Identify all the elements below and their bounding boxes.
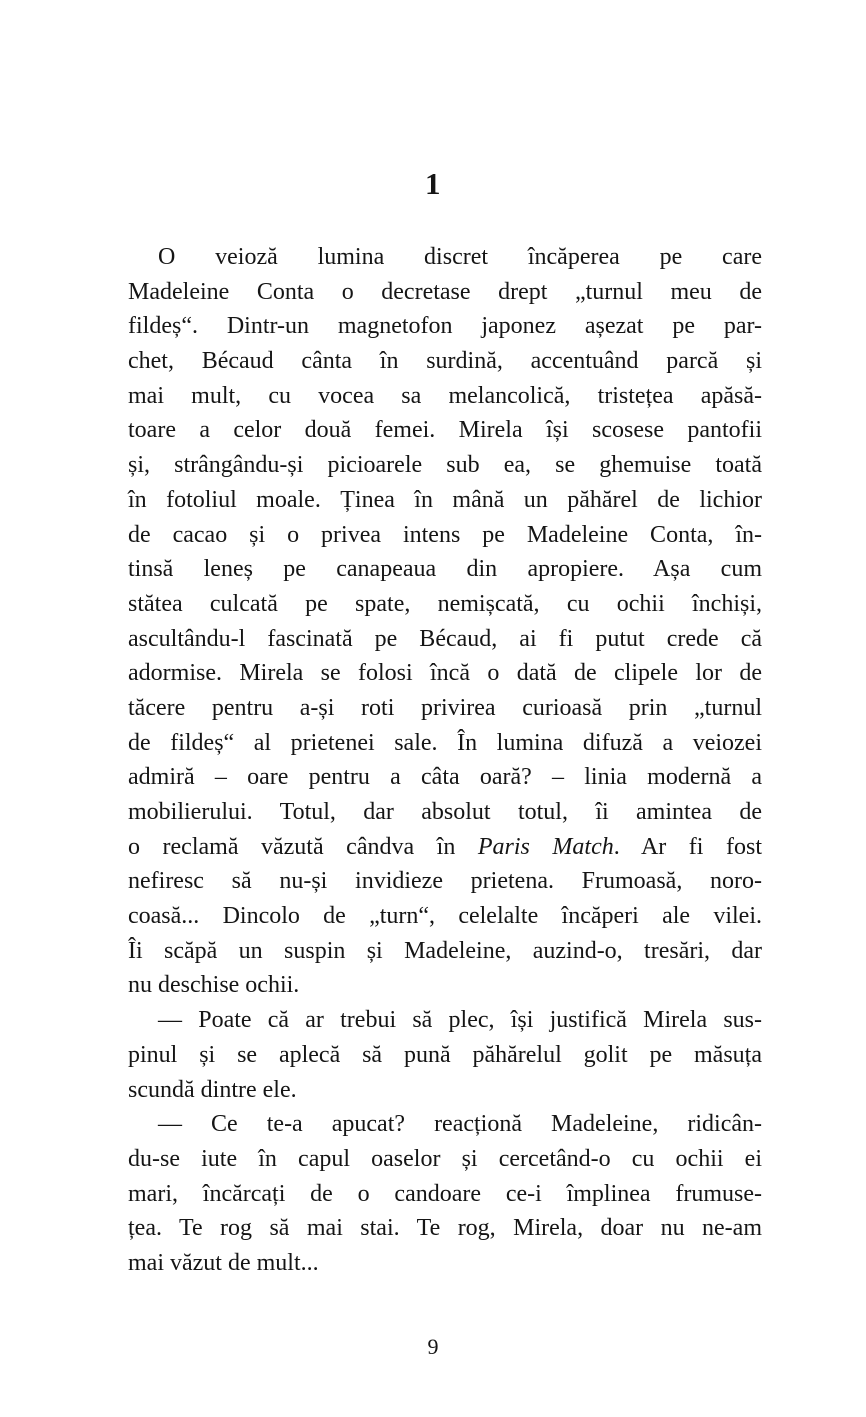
- text-segment: mobilierului. Totul, dar absolut totul, îi amintea de: [128, 799, 762, 825]
- text-line: [128, 379, 762, 414]
- text-segment: în fotoliul moale. Ținea în mână un păhărel de lichior: [128, 486, 762, 513]
- paragraph: [128, 1107, 762, 1280]
- text-segment: O veioză lumina discret încăperea pe care: [158, 244, 762, 270]
- text-line: [128, 1107, 762, 1142]
- text-line: [128, 968, 762, 1003]
- text-segment: de cacao și o privea intens pe Madeleine Conta, în-: [128, 521, 762, 548]
- text-segment: nefiresc să nu-și invidieze prietena. Frumoasă, noro-: [128, 868, 762, 895]
- text-line: [128, 760, 762, 795]
- text-segment: țea. Te rog să mai stai. Te rog, Mirela, doar nu ne-am: [128, 1215, 762, 1242]
- text-line: [128, 1177, 762, 1212]
- text-segment: — Ce te-a apucat? reacționă Madeleine, ridicân-: [158, 1111, 762, 1138]
- text-line: [128, 656, 762, 691]
- text-segment: Îi scăpă un suspin și Madeleine, auzind-o, tresări, dar: [128, 937, 762, 964]
- text-segment: o reclamă văzută cândva în: [128, 833, 478, 860]
- text-line: [128, 344, 762, 379]
- text-line: [128, 864, 762, 899]
- text-line: [128, 1211, 762, 1246]
- text-segment: admiră – oare pentru a câta oară? – linia modernă a: [128, 764, 762, 791]
- text-segment: mai văzut de mult...: [128, 1249, 319, 1276]
- text-block: [128, 240, 762, 1281]
- text-line: [128, 1003, 762, 1038]
- text-line: [128, 275, 762, 310]
- chapter-number: 1: [425, 166, 441, 201]
- text-segment: pinul și se aplecă să pună păhărelul golit pe măsuța: [128, 1041, 762, 1068]
- text-line: [128, 552, 762, 587]
- text-segment: Madeleine Conta o decretase drept „turnul meu de: [128, 278, 762, 305]
- text-segment: du-se iute în capul oaselor și cercetând-o cu ochii ei: [128, 1145, 762, 1172]
- text-line: [128, 795, 762, 830]
- text-line: [128, 899, 762, 934]
- italic-text-segment: Paris Match: [477, 833, 614, 860]
- text-line: [128, 240, 762, 275]
- text-segment: ascultându-l fascinată pe Bécaud, ai fi putut crede că: [128, 625, 762, 652]
- text-line: [128, 1142, 762, 1177]
- text-line: [128, 1246, 762, 1281]
- text-line: [128, 483, 762, 518]
- text-segment: de fildeș“ al prietenei sale. În lumina difuză a veiozei: [128, 729, 762, 756]
- text-segment: — Poate că ar trebui să plec, își justifică Mirela sus-: [158, 1007, 762, 1034]
- text-line: [128, 1038, 762, 1073]
- paragraph: [128, 1003, 762, 1107]
- text-segment: coasă... Dincolo de „turn“, celelalte încăperi ale vilei.: [128, 903, 762, 930]
- text-segment: toare a celor două femei. Mirela își scosese pantofii: [128, 417, 762, 444]
- text-segment: și, strângându-și picioarele sub ea, se ghemuise toată: [128, 452, 762, 479]
- text-segment: tinsă leneș pe canapeaua din apropiere. Așa cum: [128, 556, 762, 583]
- text-line: [128, 448, 762, 483]
- text-segment: mai mult, cu vocea sa melancolică, tristețea apăsă-: [128, 382, 762, 409]
- text-line: [128, 1073, 762, 1108]
- text-line: [128, 726, 762, 761]
- text-line: [128, 622, 762, 657]
- text-segment: chet, Bécaud cânta în surdină, accentuând parcă și: [128, 348, 762, 375]
- text-segment: . Ar fi fost: [613, 833, 762, 860]
- text-segment: tăcere pentru a-și roti privirea curioasă prin „turnul: [128, 694, 762, 721]
- paragraph: [128, 240, 762, 1003]
- text-segment: scundă dintre ele.: [128, 1076, 297, 1103]
- text-line: [128, 691, 762, 726]
- text-segment: adormise. Mirela se folosi încă o dată de clipele lor de: [128, 660, 762, 687]
- text-line: [128, 587, 762, 622]
- text-line: [128, 830, 762, 865]
- text-segment: stătea culcată pe spate, nemișcată, cu ochii închiși,: [128, 590, 762, 617]
- page-number: 9: [427, 1334, 439, 1359]
- text-segment: mari, încărcați de o candoare ce-i împlinea frumuse-: [128, 1180, 762, 1207]
- text-line: [128, 934, 762, 969]
- text-line: [128, 413, 762, 448]
- text-segment: nu deschise ochii.: [128, 972, 300, 999]
- text-line: [128, 309, 762, 344]
- text-line: [128, 518, 762, 553]
- text-segment: fildeș“. Dintr-un magnetofon japonez așezat pe par-: [128, 313, 762, 340]
